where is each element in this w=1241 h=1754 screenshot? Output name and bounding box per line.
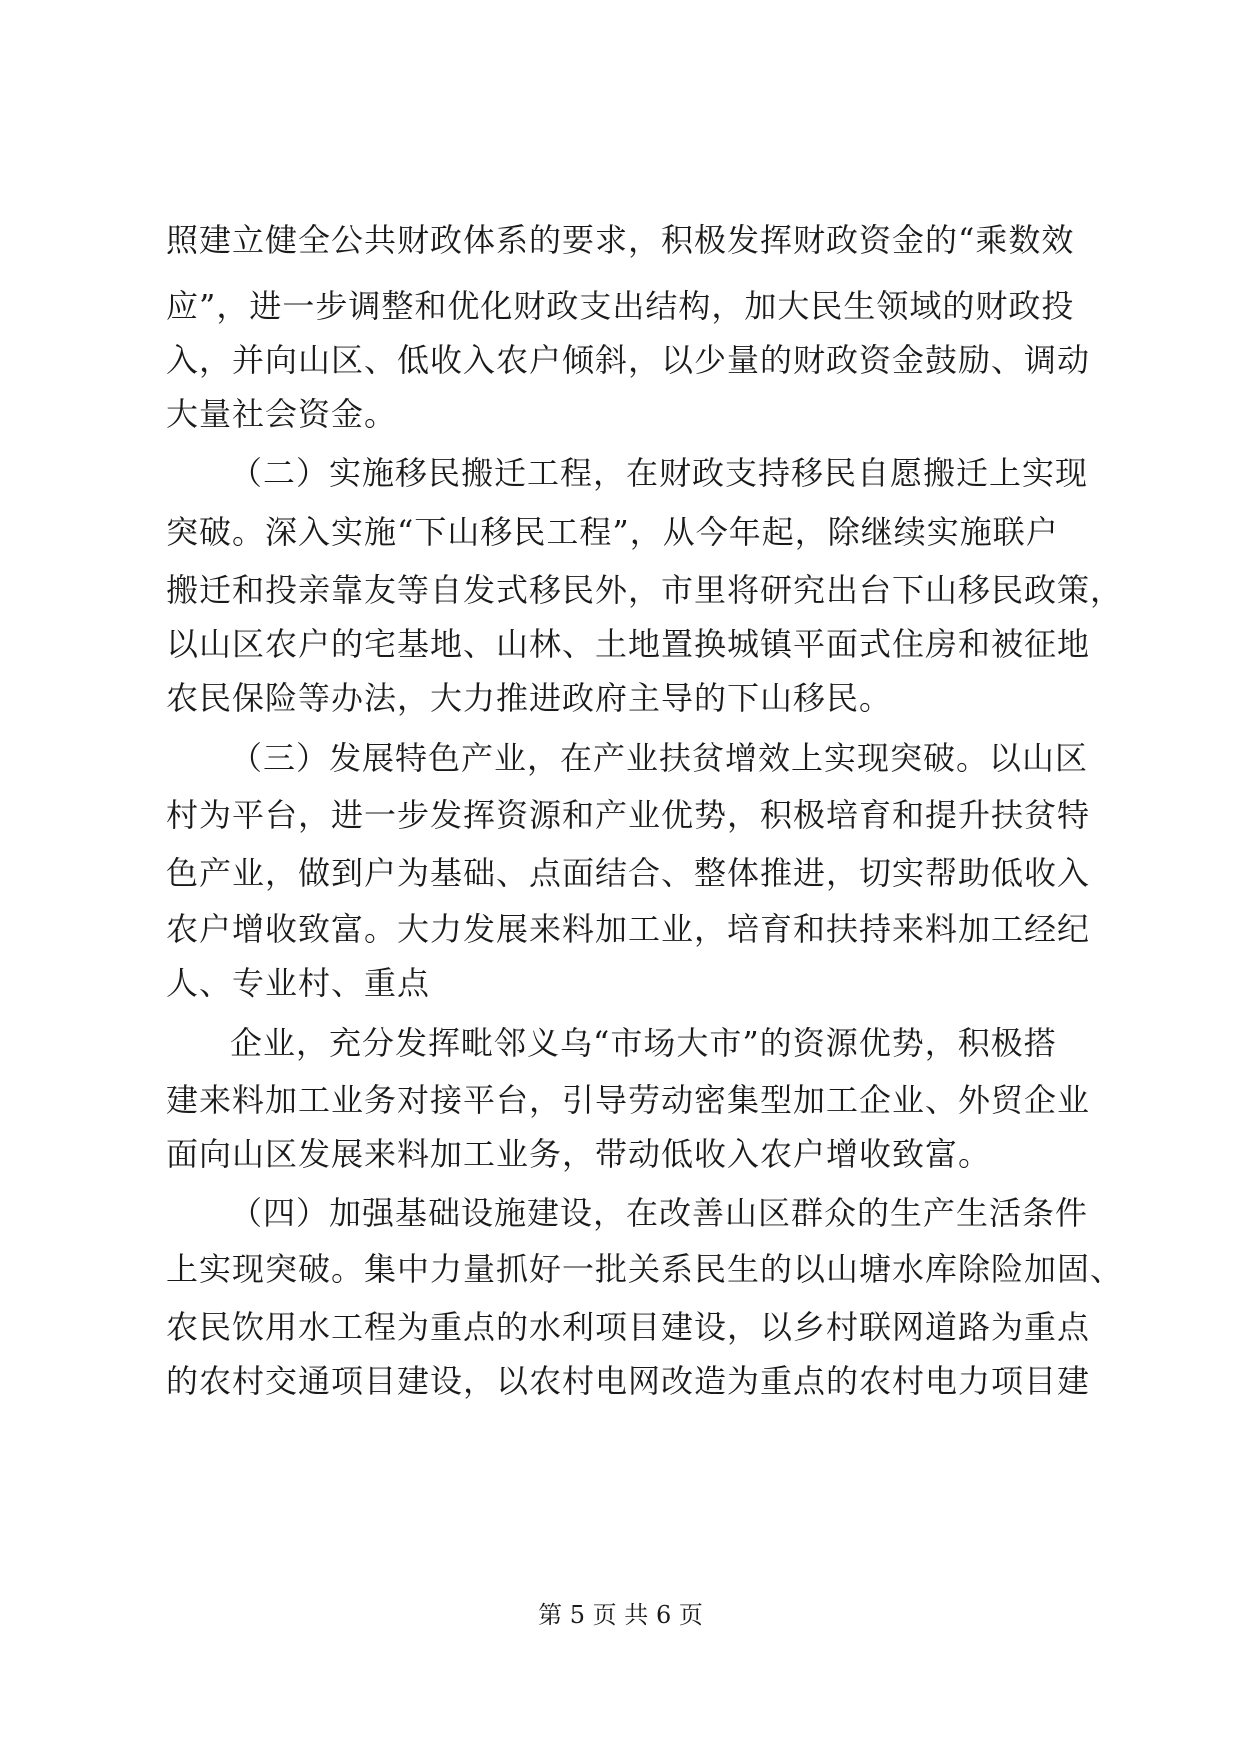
paragraph-start-line: （三）发展特色产业，在产业扶贫增效上实现突破。以山区 (230, 739, 1089, 777)
body-text-line: 建来料加工业务对接平台，引导劳动密集型加工企业、外贸企业 (166, 1081, 1091, 1119)
body-text-line: 面向山区发展来料加工业务，带动低收入农户增收致富。 (166, 1135, 992, 1173)
body-text-line: 应”，进一步调整和优化财政支出结构，加大民生领域的财政投 (166, 287, 1075, 325)
body-text-line: 以山区农户的宅基地、山林、土地置换城镇平面式住房和被征地 (166, 625, 1091, 663)
paragraph-start-line: 企业，充分发挥毗邻义乌“市场大市”的资源优势，积极搭 (230, 1024, 1057, 1062)
body-text-line: 村为平台，进一步发挥资源和产业优势，积极培育和提升扶贫特 (166, 796, 1091, 834)
body-text-line: 搬迁和投亲靠友等自发式移民外，市里将研究出台下山移民政策， (166, 571, 1124, 609)
body-text-line: 的农村交通项目建设，以农村电网改造为重点的农村电力项目建 (166, 1362, 1091, 1400)
body-text-line: 突破。深入实施“下山移民工程”，从今年起，除继续实施联户 (166, 513, 1059, 551)
paragraph-start-line: （二）实施移民搬迁工程，在财政支持移民自愿搬迁上实现 (230, 454, 1089, 492)
body-text-line: 色产业，做到户为基础、点面结合、整体推进，切实帮助低收入 (166, 854, 1091, 892)
page-number-footer: 第 5 页 共 6 页 (538, 1601, 703, 1629)
paragraph-start-line: （四）加强基础设施建设，在改善山区群众的生产生活条件 (230, 1194, 1089, 1232)
body-text-line: 上实现突破。集中力量抓好一批关系民生的以山塘水库除险加固、 (166, 1250, 1124, 1288)
body-text-line: 农民饮用水工程为重点的水利项目建设，以乡村联网道路为重点 (166, 1308, 1091, 1346)
body-text-line: 人、专业村、重点 (166, 964, 431, 1002)
body-text-line: 农户增收致富。大力发展来料加工业，培育和扶持来料加工经纪 (166, 910, 1091, 948)
body-text-line: 农民保险等办法，大力推进政府主导的下山移民。 (166, 679, 893, 717)
body-text-line: 照建立健全公共财政体系的要求，积极发挥财政资金的“乘数效 (166, 221, 1075, 259)
body-text-line: 大量社会资金。 (166, 395, 398, 433)
body-text-line: 入，并向山区、低收入农户倾斜，以少量的财政资金鼓励、调动 (166, 341, 1091, 379)
